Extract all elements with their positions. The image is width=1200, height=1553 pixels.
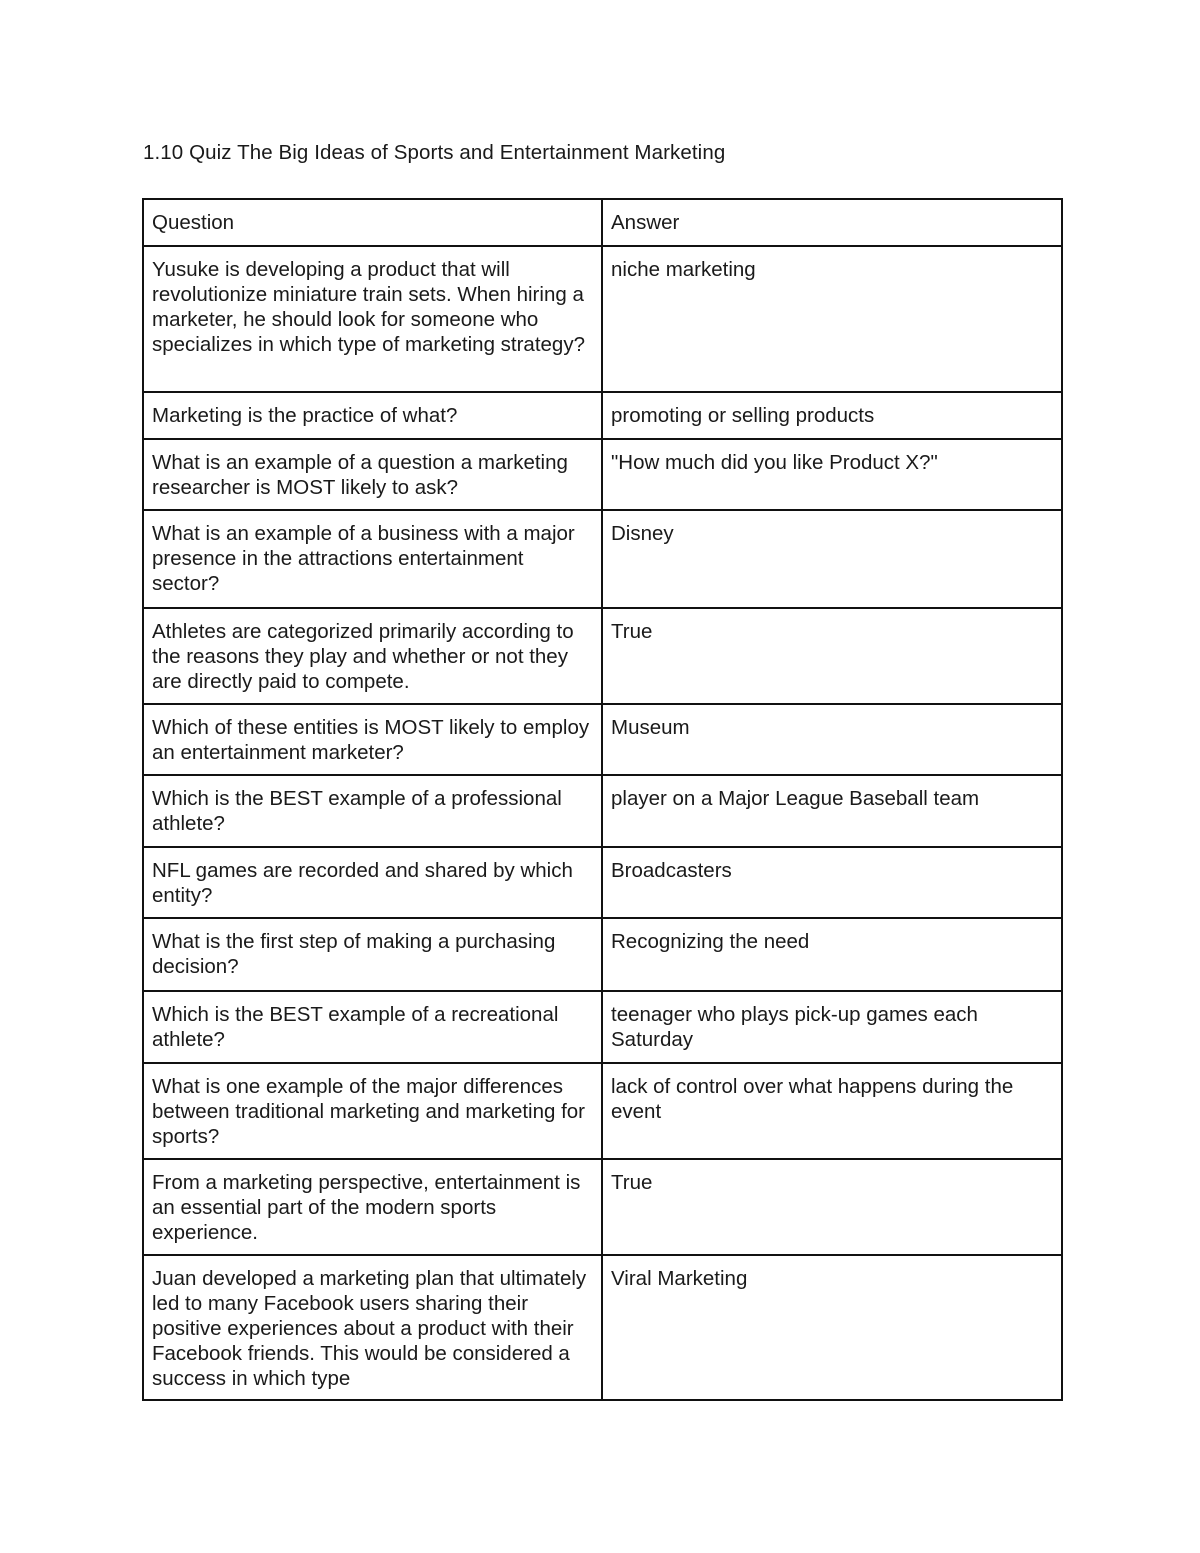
question-cell: What is the first step of making a purchasing decision? xyxy=(143,918,602,991)
question-cell: Juan developed a marketing plan that ultimately led to many Facebook users sharing their positive experiences about a product with their Facebook friends. This would be considered a success in which type xyxy=(143,1255,602,1400)
answer-cell: niche marketing xyxy=(602,246,1062,392)
table-row xyxy=(143,246,1062,392)
question-cell: Which of these entities is MOST likely to employ an entertainment marketer? xyxy=(143,704,602,775)
answer-cell: Disney xyxy=(602,510,1062,608)
answer-cell: True xyxy=(602,1159,1062,1255)
table-row xyxy=(143,918,1062,991)
answer-cell: True xyxy=(602,608,1062,704)
question-cell: Marketing is the practice of what? xyxy=(143,392,602,439)
question-cell: What is one example of the major differences between traditional marketing and marketing for sports? xyxy=(143,1063,602,1159)
table-row xyxy=(143,392,1062,439)
column-header-question: Question xyxy=(143,199,602,246)
table-row xyxy=(143,1063,1062,1159)
question-cell: Which is the BEST example of a recreational athlete? xyxy=(143,991,602,1063)
column-header-answer: Answer xyxy=(602,199,1062,246)
table-row xyxy=(143,1255,1062,1400)
table-row xyxy=(143,847,1062,918)
answer-cell: Museum xyxy=(602,704,1062,775)
table-row xyxy=(143,608,1062,704)
question-cell: Which is the BEST example of a professional athlete? xyxy=(143,775,602,847)
question-cell: From a marketing perspective, entertainment is an essential part of the modern sports experience. xyxy=(143,1159,602,1255)
answer-cell: Viral Marketing xyxy=(602,1255,1062,1400)
answer-cell: teenager who plays pick-up games each Saturday xyxy=(602,991,1062,1063)
question-cell: NFL games are recorded and shared by which entity? xyxy=(143,847,602,918)
answer-cell: promoting or selling products xyxy=(602,392,1062,439)
answer-cell: "How much did you like Product X?" xyxy=(602,439,1062,510)
table-row xyxy=(143,991,1062,1063)
answer-cell: Recognizing the need xyxy=(602,918,1062,991)
answer-cell: Broadcasters xyxy=(602,847,1062,918)
table-row xyxy=(143,704,1062,775)
question-cell: What is an example of a question a marketing researcher is MOST likely to ask? xyxy=(143,439,602,510)
page-title: 1.10 Quiz The Big Ideas of Sports and Entertainment Marketing xyxy=(143,141,726,164)
question-cell: What is an example of a business with a major presence in the attractions entertainment sector? xyxy=(143,510,602,608)
answer-cell: player on a Major League Baseball team xyxy=(602,775,1062,847)
answer-cell: lack of control over what happens during the event xyxy=(602,1063,1062,1159)
table-row xyxy=(143,439,1062,510)
table-row xyxy=(143,510,1062,608)
quiz-table xyxy=(142,198,1063,1401)
question-cell: Athletes are categorized primarily according to the reasons they play and whether or not they are directly paid to compete. xyxy=(143,608,602,704)
table-row xyxy=(143,1159,1062,1255)
question-cell: Yusuke is developing a product that will revolutionize miniature train sets. When hiring a marketer, he should look for someone who specializes in which type of marketing strategy? xyxy=(143,246,602,392)
table-header-row xyxy=(143,199,1062,246)
table-row xyxy=(143,775,1062,847)
